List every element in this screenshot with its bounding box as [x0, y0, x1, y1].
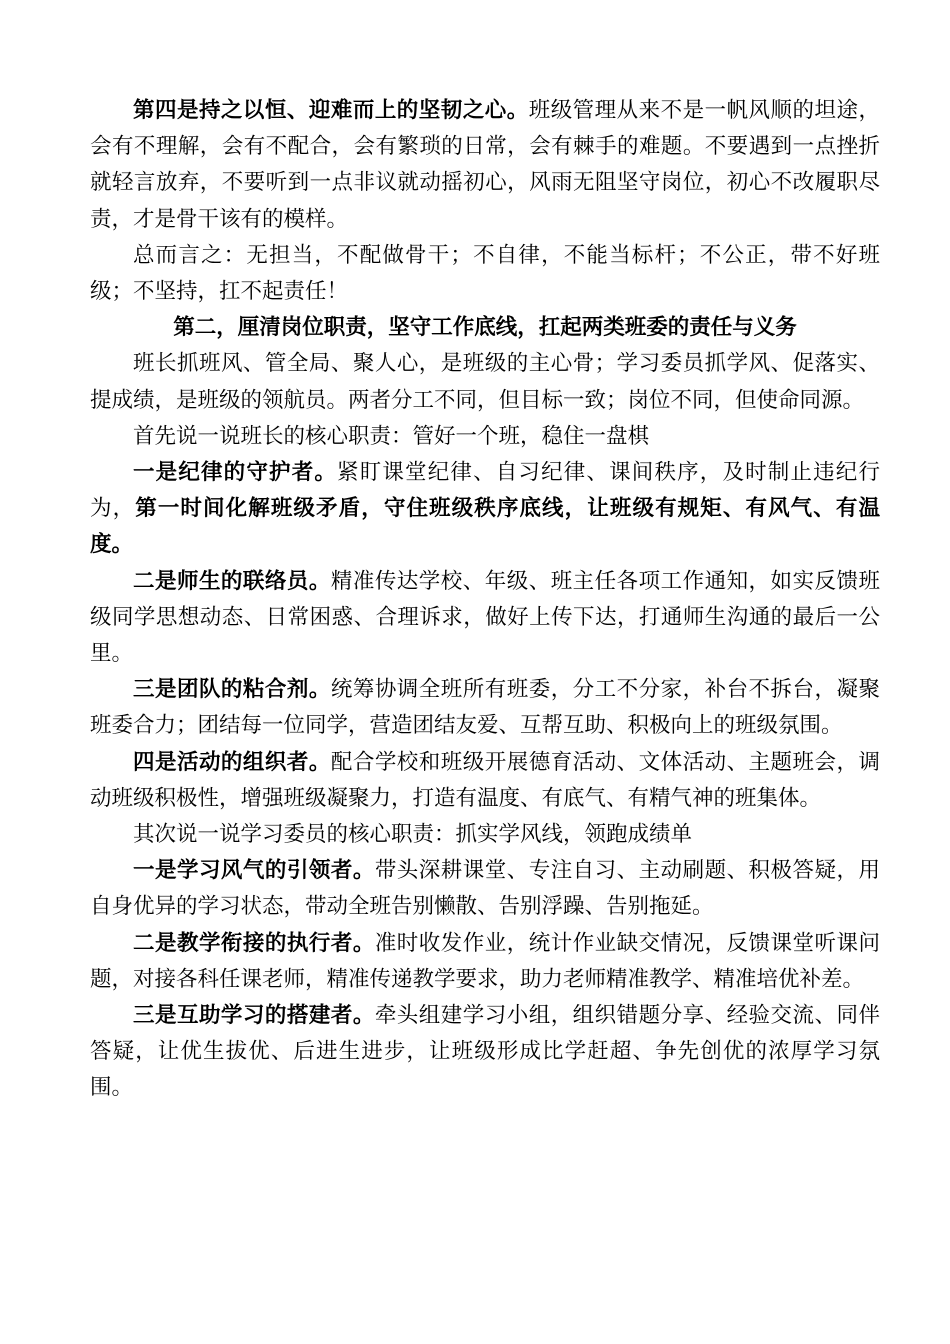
- paragraph-1: [90, 93, 880, 238]
- paragraph-11-text: 带头深耕课堂、专注自习、主动刷题、积极答疑，用自身优异的学习状态，带动全班告别懒散、告别浮躁、告别拖延。: [90, 858, 880, 920]
- paragraph-9-bold: 四是活动的组织者。: [133, 749, 331, 775]
- paragraph-6-text: 紧盯课堂纪律、自习纪律、课间秩序，及时制止违纪行为，: [90, 460, 880, 522]
- paragraph-2: [90, 238, 880, 310]
- paragraph-8: [90, 672, 880, 744]
- paragraph-6-bold-end: 第一时间化解班级矛盾，守住班级秩序底线，让班级有规矩、有风气、有温度。: [90, 496, 880, 558]
- paragraph-13: [90, 998, 880, 1107]
- paragraph-13-text: 牵头组建学习小组，组织错题分享、经验交流、同伴答疑，让优生拔优、后进生进步，让班级形成比学赶超、争先创优的浓厚学习氛围。: [90, 1003, 880, 1101]
- paragraph-4: [90, 346, 880, 418]
- paragraph-4-text: 班长抓班风、管全局、聚人心，是班级的主心骨；学习委员抓学风、促落实、提成绩，是班级的领航员。两者分工不同，但目标一致；岗位不同，但使命同源。: [90, 351, 880, 413]
- paragraph-12-text: 准时收发作业，统计作业缺交情况，反馈课堂听课问题，对接各科任课老师，精准传递教学要求，助力老师精准教学、精准培优补差。: [90, 930, 880, 992]
- paragraph-10: [90, 817, 880, 853]
- paragraph-6: [90, 455, 880, 564]
- document-page: [90, 93, 880, 1107]
- paragraph-11: [90, 853, 880, 925]
- paragraph-8-text: 统筹协调全班所有班委，分工不分家，补台不拆台，凝聚班委合力；团结每一位同学，营造团结友爱、互帮互助、积极向上的班级氛围。: [90, 677, 880, 739]
- paragraph-12: [90, 926, 880, 998]
- paragraph-9-text: 配合学校和班级开展德育活动、文体活动、主题班会，调动班级积极性，增强班级凝聚力，打造有温度、有底气、有精气神的班集体。: [90, 749, 880, 811]
- paragraph-9: [90, 745, 880, 817]
- paragraph-12-bold: 二是教学衔接的执行者。: [133, 930, 375, 956]
- paragraph-2-text: 总而言之：无担当，不配做骨干；不自律，不能当标杆；不公正，带不好班级；不坚持，扛不起责任！: [90, 242, 880, 305]
- paragraph-5-text: 首先说一说班长的核心职责：管好一个班，稳住一盘棋: [133, 423, 650, 449]
- paragraph-1-text: 班级管理从来不是一帆风顺的坦途，会有不理解，会有不配合，会有繁琐的日常，会有棘手的难题。不要遇到一点挫折就轻言放弃，不要听到一点非议就动摇初心，风雨无阻坚守岗位，初心不改履职尽责，才是骨干该有的模样。: [90, 98, 880, 232]
- paragraph-1-bold: 第四是持之以恒、迎难而上的坚韧之心。: [133, 98, 529, 123]
- paragraph-6-bold: 一是纪律的守护者。: [133, 460, 338, 486]
- paragraph-7: [90, 564, 880, 673]
- paragraph-5: [90, 419, 880, 455]
- paragraph-10-text: 其次说一说学习委员的核心职责：抓实学风线，领跑成绩单: [133, 822, 693, 848]
- paragraph-7-text: 精准传达学校、年级、班主任各项工作通知，如实反馈班级同学思想动态、日常困惑、合理诉求，做好上传下达，打通师生沟通的最后一公里。: [90, 568, 880, 667]
- paragraph-13-bold: 三是互助学习的搭建者。: [133, 1003, 375, 1029]
- paragraph-11-bold: 一是学习风气的引领者。: [133, 858, 375, 884]
- paragraph-8-bold: 三是团队的粘合剂。: [133, 677, 331, 703]
- paragraph-7-bold: 二是师生的联络员。: [133, 568, 331, 594]
- section-heading: 第二，厘清岗位职责，坚守工作底线，扛起两类班委的责任与义务: [173, 315, 797, 341]
